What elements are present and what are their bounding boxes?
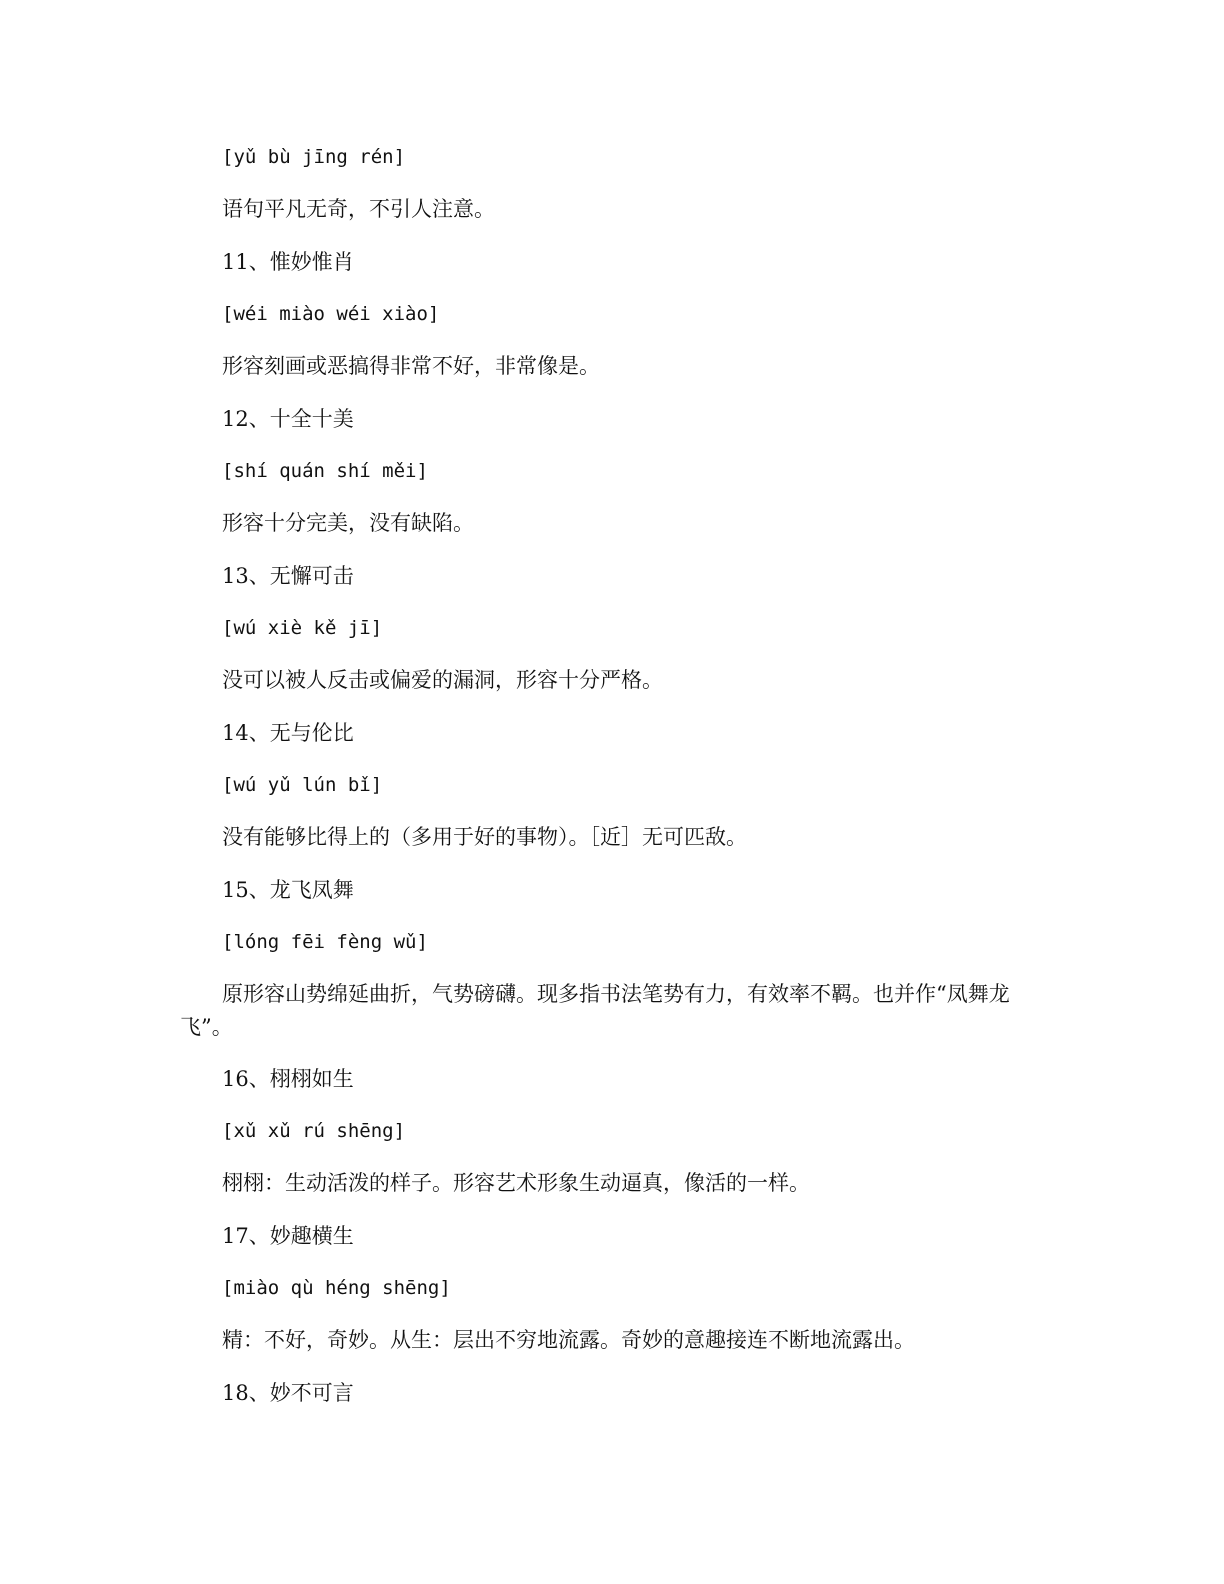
- pinyin-line: [xǔ xǔ rú shēng]: [222, 1120, 406, 1142]
- definition-line: 没有能够比得上的（多用于好的事物）。［近］无可匹敌。: [222, 825, 747, 849]
- definition-paragraph: 原形容山势绵延曲折，气势磅礴。现多指书法笔势有力，有效率不羁。也并作“凤舞龙飞”。: [180, 982, 1010, 1039]
- pinyin-line: [wú yǔ lún bǐ]: [222, 774, 383, 796]
- pinyin-line: [yǔ bù jīng rén]: [222, 146, 406, 168]
- pinyin-line: [miào qù héng shēng]: [222, 1277, 451, 1299]
- pinyin-line: [lóng fēi fèng wǔ]: [222, 931, 428, 953]
- definition-line: 形容刻画或恶搞得非常不好，非常像是。: [222, 354, 600, 378]
- pinyin-line: [wéi miào wéi xiào]: [222, 303, 440, 325]
- definition-line: 形容十分完美，没有缺陷。: [222, 511, 474, 535]
- entry-heading: 14、无与伦比: [222, 721, 354, 745]
- entry-heading: 11、惟妙惟肖: [222, 250, 354, 274]
- entry-heading: 12、十全十美: [222, 407, 354, 431]
- pinyin-line: [wú xiè kě jī]: [222, 617, 383, 639]
- definition-line: 语句平凡无奇，不引人注意。: [222, 197, 495, 221]
- entry-heading: 17、妙趣横生: [222, 1224, 354, 1248]
- entry-heading: 13、无懈可击: [222, 564, 354, 588]
- entry-heading: 16、栩栩如生: [222, 1067, 354, 1091]
- entry-heading: 15、龙飞凤舞: [222, 878, 354, 902]
- definition-line: 精：不好，奇妙。从生：层出不穷地流露。奇妙的意趣接连不断地流露出。: [222, 1328, 915, 1352]
- definition-line: 没可以被人反击或偏爱的漏洞，形容十分严格。: [222, 668, 663, 692]
- pinyin-line: [shí quán shí měi]: [222, 460, 428, 482]
- definition-line: 栩栩：生动活泼的样子。形容艺术形象生动逼真，像活的一样。: [222, 1171, 810, 1195]
- entry-heading: 18、妙不可言: [222, 1381, 354, 1405]
